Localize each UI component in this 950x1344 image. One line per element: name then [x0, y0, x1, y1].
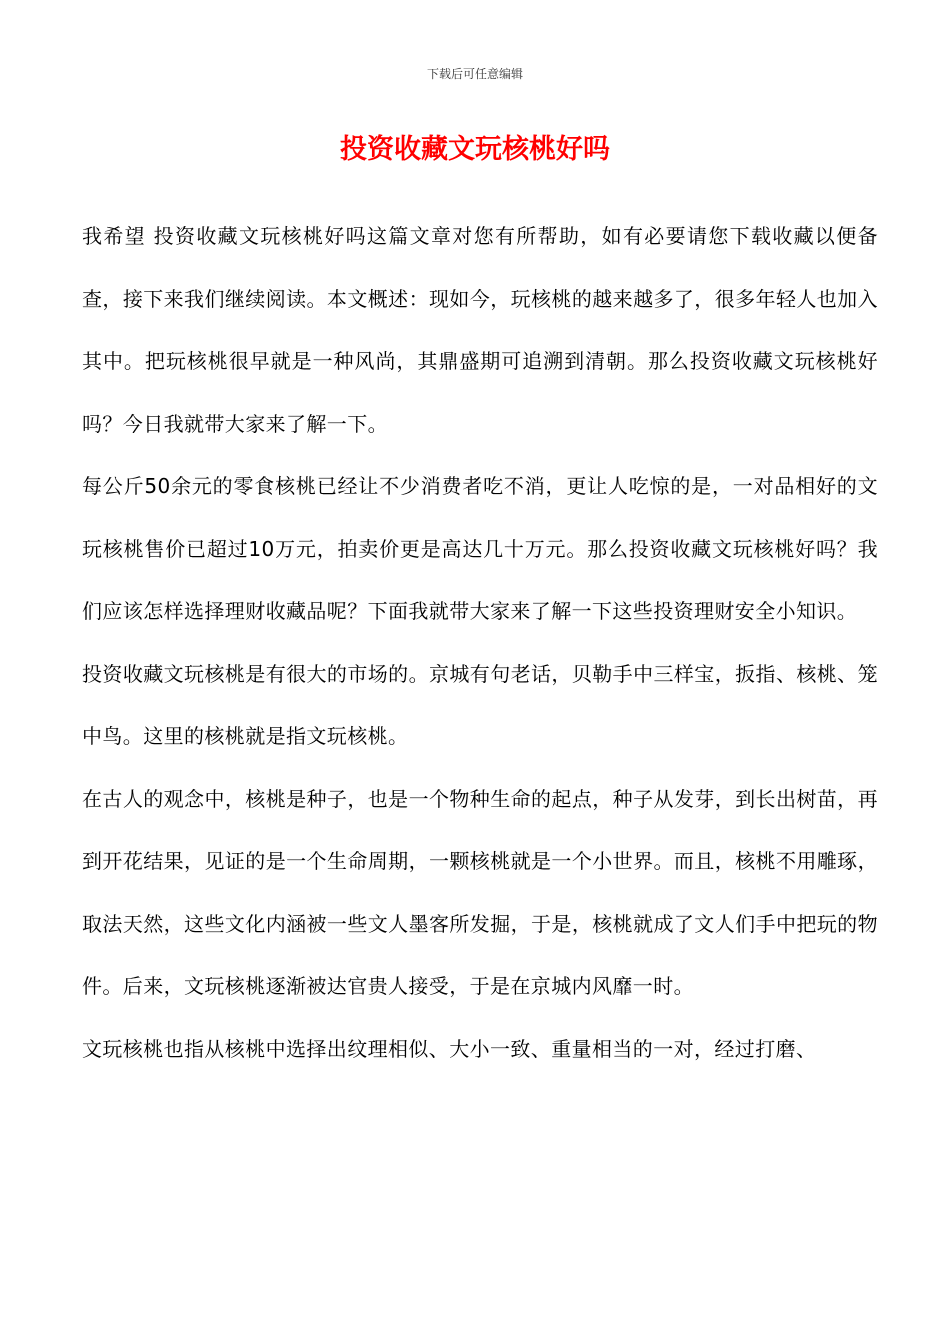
header-note: 下载后可任意编辑 — [426, 67, 523, 81]
document-body — [82, 205, 878, 1080]
paragraph-definition: 文玩核桃也指从核桃中选择出纹理相似、大小一致、重量相当的一对，经过打磨、 — [82, 1036, 817, 1061]
paragraph-culture: 在古人的观念中，核桃是种子，也是一个物种生命的起点，种子从发芽，到长出树苗，再到开花结果，见证的是一个生命周期，一颗核桃就是一个小世界。而且，核桃不用雕琢，取法天然，这些文化内涵被一些文人墨客所发掘，于是，核桃就成了文人们手中把玩的物件。后来，文玩核桃逐渐被达官贵人接受，于是在京城内风靡一时。 — [82, 786, 878, 998]
paragraph-intro: 我希望 投资收藏文玩核桃好吗这篇文章对您有所帮助，如有必要请您下载收藏以便备查，接下来我们继续阅读。本文概述：现如今，玩核桃的越来越多了，很多年轻人也加入其中。把玩核桃很早就是一种风尚，其鼎盛期可追溯到清朝。那么投资收藏文玩核桃好吗？今日我就带大家来了解一下。 — [82, 224, 878, 436]
document-title: 投资收藏文玩核桃好吗 — [340, 134, 610, 165]
paragraph-price: 每公斤50余元的零食核桃已经让不少消费者吃不消，更让人吃惊的是，一对品相好的文玩核桃售价已超过10万元，拍卖价更是高达几十万元。那么投资收藏文玩核桃好吗？我们应该怎样选择理财收藏品呢？下面我就带大家来了解一下这些投资理财安全小知识。 — [82, 474, 878, 623]
paragraph-market: 投资收藏文玩核桃是有很大的市场的。京城有句老话，贝勒手中三样宝，扳指、核桃、笼中鸟。这里的核桃就是指文玩核桃。 — [82, 661, 878, 748]
